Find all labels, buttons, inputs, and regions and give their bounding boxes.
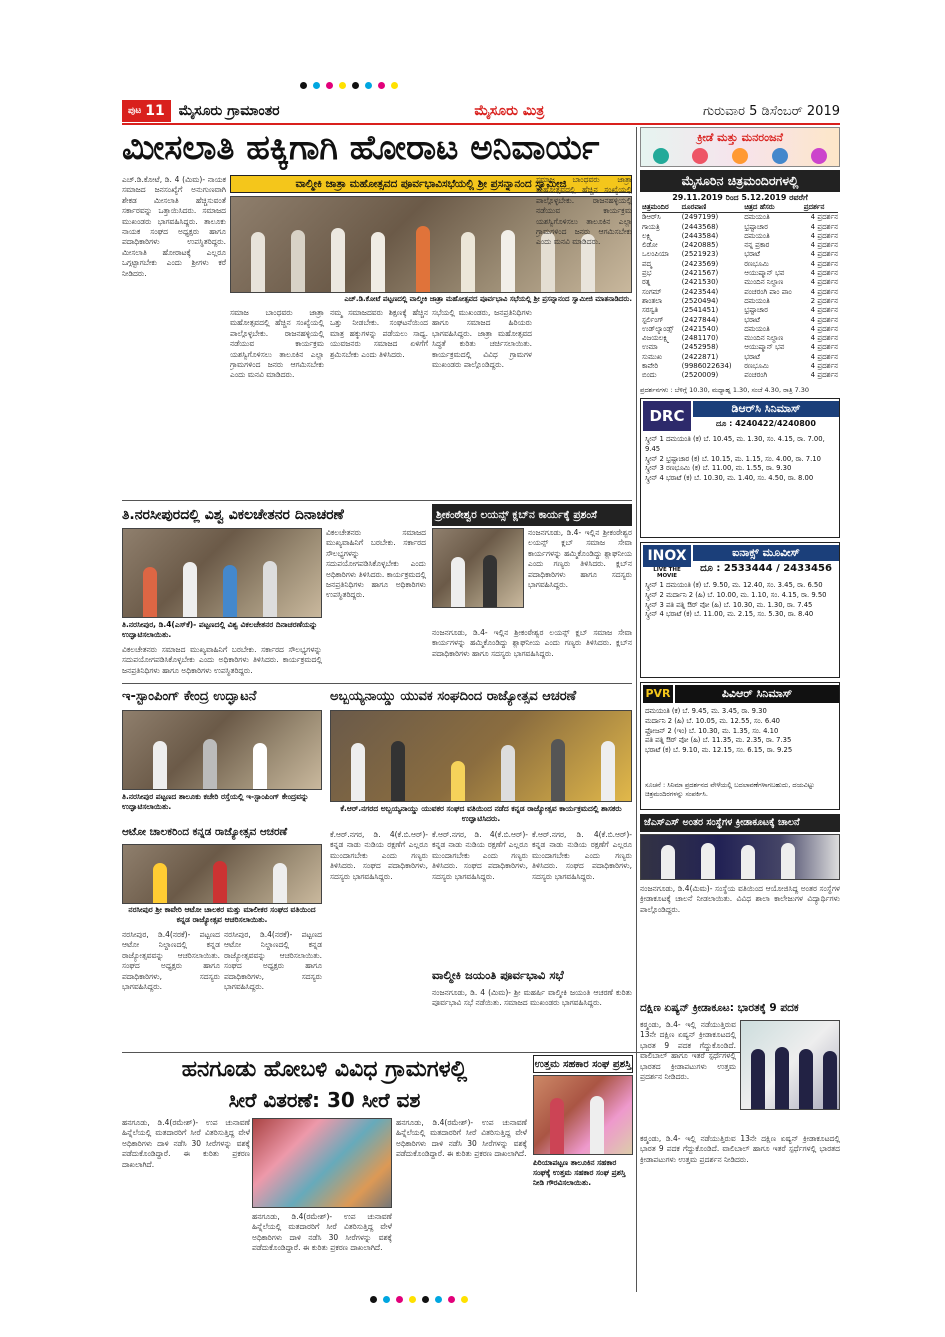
photo-figure xyxy=(501,745,515,801)
inox-movies-ad xyxy=(640,542,840,678)
dateline: ಗುರುವಾರ 5 ಡಿಸೆಂಬರ್ 2019 xyxy=(702,103,840,119)
sports-art xyxy=(641,148,839,164)
cinema-name: ಒಲಂಪಿಯಾ xyxy=(642,250,669,259)
reg-dot-cyan xyxy=(435,1296,442,1303)
masthead xyxy=(122,100,840,122)
story9-caption: ಪಿರಿಯಾಪಟ್ಟಣ ತಾಲೂಕಿನ ಸಹಕಾರ ಸಂಘಕ್ಕೆ ಉತ್ತಮ ಸಹಕಾರ ಸಂಘ ಪ್ರಶಸ್ತಿ ನೀಡಿ ಗೌರವಿಸಲಾಯಿತು. xyxy=(533,1158,626,1187)
sports-entertainment-box xyxy=(640,127,840,167)
cinema-phone: (9986022634) xyxy=(681,362,732,371)
photo-figure xyxy=(203,739,217,789)
sport-icon xyxy=(811,148,827,164)
cinema-film: ಭರಾಟೆ xyxy=(744,352,761,361)
sport-icon xyxy=(772,148,788,164)
photo-figure xyxy=(741,845,755,879)
story8-subhead: ಸೀರೆ ವಿತರಣೆ: 30 ಸೀರೆ ವಶ xyxy=(228,1088,421,1112)
cinema-film: ಮುಂದಿನ ನಿಲ್ದಾಣ xyxy=(744,334,784,343)
story5-body-cont: ನರಸೀಪುರ, ಡಿ.4(ನರಕೆ)- ಪಟ್ಟಣದ ಆಟೋ ನಿಲ್ದಾಣದಲ್ಲಿ ಕನ್ನಡ ರಾಜ್ಯೋತ್ಸವವನ್ನು ಆಚರಿಸಲಾಯಿತು. ಸಂಘದ ಅಧ್ಯಕ್ಷರು ಹಾಗೂ ಪದಾಧಿಕಾರಿಗಳು, ಸದಸ್ಯರು ಭಾಗವಹಿಸಿದ್ದರು. xyxy=(224,930,322,992)
cinema-row xyxy=(642,353,838,362)
cinema-shows: 4 ಪ್ರದರ್ಶನ xyxy=(810,306,838,315)
photo-figure xyxy=(183,562,197,617)
photo-figure xyxy=(701,843,715,879)
pvr-logo: PVR xyxy=(643,685,673,703)
cinema-name: ಸರಸ್ವತಿ xyxy=(642,306,659,315)
story9-photo xyxy=(533,1075,633,1155)
cinema-shows: 4 ಪ್ರದರ್ಶನ xyxy=(810,278,838,287)
cinema-film: ರಣಭೂಮಿ xyxy=(744,259,769,268)
cinema-name: ಉಮಾ xyxy=(642,343,658,352)
showtime-line: ಸ್ಕ್ರೀನ್ 3 ರಣಭೂಮಿ (ಕ) ಬೆ. 11.00, ಮ. 1.55, ರಾ. 9.30 xyxy=(645,464,792,473)
cinema-phone: (2541451) xyxy=(681,306,719,315)
showtime-line: ಸ್ಕ್ರೀನ್ 4 ಭರಾಟೆ (ಕ) ಬೆ. 10.30, ಮ. 1.40, ಸಂ. 4.50, ರಾ. 8.00 xyxy=(645,474,814,483)
lead-column-4: ಸಭೆಯಲ್ಲಿ ಮುಖಂಡರು, ಜನಪ್ರತಿನಿಧಿಗಳು ಹಾಗೂ ಸಮಾಜದ ಹಿರಿಯರು ಭಾಗವಹಿಸಿದ್ದರು. ಜಾತ್ರಾ ಮಹೋತ್ಸವದ ಸಿದ್ಧತೆ ಕುರಿತು ಚರ್ಚಿಸಲಾಯಿತು. ಕಾರ್ಯಕ್ರಮದಲ್ಲಿ ವಿವಿಧ ಗ್ರಾಮಗಳ ಮುಖಂಡರು ಪಾಲ್ಗೊಂಡಿದ್ದರು. xyxy=(432,308,532,370)
cinema-film: ನನ್ನ ಪ್ರಕಾರ xyxy=(744,241,770,250)
cinema-phone: (2520494) xyxy=(681,296,719,305)
column-header: ಚಿತ್ರದ ಹೆಸರು xyxy=(744,203,804,213)
cinema-name: ಗಾಯತ್ರಿ xyxy=(642,222,660,231)
photo-figure xyxy=(483,555,497,607)
cinema-shows: 2 ಪ್ರದರ್ಶನ xyxy=(810,296,838,305)
story8-headline: ಹನಗೂಡು ಹೋಬಳಿ ವಿವಿಧ ಗ್ರಾಮಗಳಲ್ಲಿ xyxy=(181,1057,468,1082)
lead-photo-caption: ಎಚ್.ಡಿ.ಕೋಟೆ ಪಟ್ಟಣದಲ್ಲಿ ವಾಲ್ಮೀಕಿ ಜಾತ್ರಾ ಮಹೋತ್ಸವದ ಪೂರ್ವಭಾವಿ ಸಭೆಯಲ್ಲಿ ಶ್ರೀ ಪ್ರಸನ್ನಾನಂದ ಸ್ವಾಮೀಜಿ ಮಾತನಾಡಿದರು. xyxy=(344,295,632,303)
cinema-table xyxy=(642,203,838,381)
drc-phone: ದೂ : 4240422/4240800 xyxy=(716,419,816,428)
reg-dot-cyan xyxy=(313,82,320,89)
story6-headline: ಅಬ್ಬಯ್ಯನಾಯ್ಡು ಯುವಕ ಸಂಘದಿಂದ ರಾಜ್ಯೋತ್ಸವ ಆಚರಣೆ xyxy=(330,689,577,704)
cinema-film: ಭರಾಟೆ xyxy=(744,315,761,324)
cinema-phone: (2521923) xyxy=(681,250,719,259)
registration-marks xyxy=(300,82,398,89)
photo-figure xyxy=(451,761,465,801)
cinema-phone: (2421567) xyxy=(681,269,719,278)
cinema-phone: (2421540) xyxy=(681,324,719,333)
showtime-line: ಸ್ಕ್ರೀನ್ 1 ದಮಯಂತಿ (ಕ) ಬೆ. 9.50, ಮ. 12.40, ಸಂ. 3.45, ರಾ. 6.50 xyxy=(645,581,823,589)
showtime-line: ಸ್ಕ್ರೀನ್ 1 ದಮಯಂತಿ (ಕ) ಬೆ. 10.45, ಮ. 1.30, ಸಂ. 4.15, ರಾ. 7.00, 9.45 xyxy=(645,435,825,453)
cinema-shows: 4 ಪ್ರದರ್ಶನ xyxy=(810,231,838,240)
photo-figure xyxy=(799,1049,813,1109)
cinema-name: ಪ್ರಭ xyxy=(642,269,652,278)
story6-photo xyxy=(330,710,632,802)
cinema-name: ಕಾವೇರಿ xyxy=(642,362,659,371)
story4-photo xyxy=(122,710,322,790)
reg-dot-magenta xyxy=(448,1296,455,1303)
column-header: ಪ್ರದರ್ಶನ xyxy=(804,203,838,213)
cinema-name: ಬಿಂದು xyxy=(642,371,657,380)
cinema-row xyxy=(642,223,838,232)
cinema-shows: 4 ಪ್ರದರ್ಶನ xyxy=(810,222,838,231)
cinema-phone: (2443584) xyxy=(681,231,719,240)
reg-dot-magenta xyxy=(378,82,385,89)
photo-figure xyxy=(661,845,675,879)
photo-figure xyxy=(590,1096,604,1154)
cinema-row xyxy=(642,213,838,223)
pvr-note: ಸೂಚನೆ : ಸಿನಿಮಾ ಪ್ರದರ್ಶನದ ವೇಳೆಯಲ್ಲಿ ಬದಲಾವಣೆಗಳಾಗಬಹುದು, ದಯವಿಟ್ಟು ಚಿತ್ರಮಂದಿರಗಳನ್ನು ಸಂಪರ್ಕಿಸಿ. xyxy=(645,781,815,798)
pvr-showtimes xyxy=(645,707,837,779)
cinema-shows: 4 ಪ್ರದರ್ಶನ xyxy=(810,269,838,278)
cinema-film: ಭರಾಟೆ xyxy=(744,250,761,259)
story2-body: ವಿಕಲಚೇತನರು ಸಮಾಜದ ಮುಖ್ಯವಾಹಿನಿಗೆ ಬರಬೇಕು. ಸರ್ಕಾರದ ಸೌಲಭ್ಯಗಳನ್ನು ಸದುಪಯೋಗಪಡಿಸಿಕೊಳ್ಳಬೇಕು ಎಂದು ಅಧಿಕಾರಿಗಳು ತಿಳಿಸಿದರು. ಕಾರ್ಯಕ್ರಮದಲ್ಲಿ ಜನಪ್ರತಿನಿಧಿಗಳು ಹಾಗೂ ಅಧಿಕಾರಿಗಳು ಉಪಸ್ಥಿತರಿದ್ದರು. xyxy=(326,528,426,600)
reg-dot-yellow xyxy=(391,82,398,89)
story3-headline: ಶ್ರೀಕಂಠೇಶ್ವರ ಲಯನ್ಸ್ ಕ್ಲಬ್‌ನ ಕಾರ್ಯಕ್ಕೆ ಪ್ರಶಂಸೆ xyxy=(432,504,632,526)
page-number: 11 xyxy=(145,103,165,119)
inox-logo: INOX xyxy=(643,545,691,567)
cinema-row xyxy=(642,241,838,250)
photo-figure xyxy=(153,863,167,903)
cinema-shows: 4 ಪ್ರದರ್ಶನ xyxy=(810,315,838,324)
cinema-name: ರತ್ನ xyxy=(642,278,651,287)
story7-body: ನಂಜನಗೂಡು, ಡಿ. 4 (ಮಿಮ)- ಶ್ರೀ ಮಹರ್ಷಿ ವಾಲ್ಮೀಕಿ ಜಯಂತಿ ಆಚರಣೆ ಕುರಿತು ಪೂರ್ವಭಾವಿ ಸಭೆ ನಡೆಯಿತು. ಸಮಾಜದ ಮುಖಂಡರು ಭಾಗವಹಿಸಿದ್ದರು. xyxy=(432,988,632,1008)
story9-headline: ಉತ್ತಮ ಸಹಕಾರ ಸಂಘ ಪ್ರಶಸ್ತಿ xyxy=(533,1055,633,1073)
drc-logo: DRC xyxy=(643,401,691,431)
photo-figure xyxy=(371,232,385,292)
showtime-line: ಸ್ಕ್ರೀನ್ 3 ಪತಿ ಪತ್ನಿ ಔರ್ ವೋ (ಹಿ) ಬೆ. 10.30, ಮ. 1.30, ರಾ. 7.45 xyxy=(645,600,813,609)
inox-phone: ದೂ : 2533444 / 2433456 xyxy=(700,563,832,574)
story11-photo xyxy=(740,1020,840,1110)
story7-headline: ವಾಲ್ಮೀಕಿ ಜಯಂತಿ ಪೂರ್ವಭಾವಿ ಸಭೆ xyxy=(432,968,564,982)
story3-body-cont: ನಂಜನಗೂಡು, ಡಿ.4- ಇಲ್ಲಿನ ಶ್ರೀಕಂಠೇಶ್ವರ ಲಯನ್ಸ್ ಕ್ಲಬ್ ಸಮಾಜ ಸೇವಾ ಕಾರ್ಯಗಳನ್ನು ಹಮ್ಮಿಕೊಂಡಿದ್ದು ಶ್ಲಾಘನೀಯ ಎಂದು ಗಣ್ಯರು ತಿಳಿಸಿದರು. ಕ್ಲಬ್‌ನ ಪದಾಧಿಕಾರಿಗಳು ಹಾಗೂ ಸದಸ್ಯರು ಭಾಗವಹಿಸಿದ್ದರು. xyxy=(432,628,632,658)
cinema-row xyxy=(642,250,838,259)
cinema-shows: 4 ಪ್ರದರ್ಶನ xyxy=(810,371,838,380)
story6-body: ಕೆ.ಆರ್.ನಗರ, ಡಿ. 4(ಕೆ.ಬಿ.ಆರ್)- ಕನ್ನಡ ನಾಡು ನುಡಿಯ ರಕ್ಷಣೆಗೆ ಎಲ್ಲರೂ ಮುಂದಾಗಬೇಕು ಎಂದು ಗಣ್ಯರು ತಿಳಿಸಿದರು. ಸಂಘದ ಪದಾಧಿಕಾರಿಗಳು, ಸದಸ್ಯರು ಭಾಗವಹಿಸಿದ್ದರು. xyxy=(330,830,428,881)
story11-headline: ದಕ್ಷಿಣ ಏಷ್ಯನ್ ಕ್ರೀಡಾಕೂಟ: ಭಾರತಕ್ಕೆ 9 ಪದಕ xyxy=(640,1002,799,1014)
lead-column-2: ಸಮಾಜ ಬಾಂಧವರು ಜಾತ್ರಾ ಮಹೋತ್ಸವದಲ್ಲಿ ಹೆಚ್ಚಿನ ಸಂಖ್ಯೆಯಲ್ಲಿ ಪಾಲ್ಗೊಳ್ಳಬೇಕು. ರಾಜನಹಳ್ಳಿಯಲ್ಲಿ ನಡೆಯುವ ಕಾರ್ಯಕ್ರಮ ಯಶಸ್ವಿಗೊಳಿಸಲು ತಾಲೂಕಿನ ಎಲ್ಲಾ ಗ್ರಾಮಗಳಿಂದ ಜನರು ಆಗಮಿಸಬೇಕು ಎಂದು ಮನವಿ ಮಾಡಿದರು. xyxy=(230,308,324,380)
story8-photo xyxy=(252,1118,392,1208)
page-number-badge xyxy=(122,100,171,122)
cinema-row xyxy=(642,306,838,315)
registration-marks xyxy=(370,1296,468,1303)
reg-dot-magenta xyxy=(396,1296,403,1303)
cinema-row xyxy=(642,371,838,380)
sport-icon xyxy=(653,148,669,164)
photo-figure xyxy=(153,741,167,789)
cinema-name: ಶಾಂತಲಾ xyxy=(642,296,663,305)
inox-name: ಐನಾಕ್ಸ್ ಮೂವೀಸ್ xyxy=(693,545,839,561)
cinema-row xyxy=(642,260,838,269)
cinema-row xyxy=(642,288,838,297)
showtime-line: ಸ್ಕ್ರೀನ್ 2 ಮರ್ದಾನಿ 2 (ಹಿ) ಬೆ. 10.00, ಮ. 1.10, ಸಂ. 4.15, ರಾ. 9.50 xyxy=(645,590,827,599)
lead-column-1: ಎಚ್.ಡಿ.ಕೋಟೆ, ಡಿ. 4 (ಮಿಮ)- ನಾಯಕ ಸಮಾಜದ ಜನಸಂಖ್ಯೆಗೆ ಅನುಗುಣವಾಗಿ ಶೇಕಡ ಮೀಸಲಾತಿ ಹೆಚ್ಚಿಸುವಂತೆ ಸರ್ಕಾರವನ್ನು ಒತ್ತಾಯಿಸಿದರು. ಸಮಾಜದ ಮುಖಂಡರು ಭಾಗವಹಿಸಿದ್ದರು. ತಾಲೂಕು ನಾಯಕ ಸಂಘದ ಅಧ್ಯಕ್ಷರು ಹಾಗೂ ಪದಾಧಿಕಾರಿಗಳು ಉಪಸ್ಥಿತರಿದ್ದರು. ಮೀಸಲಾತಿ ಹೋರಾಟಕ್ಕೆ ಎಲ್ಲರೂ ಒಗ್ಗಟ್ಟಾಗಬೇಕು ಎಂದು ಶ್ರೀಗಳು ಕರೆ ನೀಡಿದರು. xyxy=(122,175,226,278)
cinema-name: ಸ್ಟರ್ಲಿಂಗ್ xyxy=(642,315,664,324)
cinema-shows: 4 ಪ್ರದರ್ಶನ xyxy=(810,213,838,222)
showtime-line: ಮರ್ದಾನಿ 2 (ಹಿ) ಬೆ. 10.05, ಮ. 12.55, ಸಂ. 6.40 xyxy=(645,716,780,725)
cinema-name: ಉಡ್‌ಲ್ಯಾಂಡ್ಸ್ xyxy=(642,324,674,333)
story3-photo xyxy=(432,528,524,608)
reg-dot-cyan xyxy=(383,1296,390,1303)
story2-photo xyxy=(122,528,322,618)
reg-dot-black xyxy=(422,1296,429,1303)
cinema-row xyxy=(642,325,838,334)
cinema-film: ರಣಭೂಮಿ xyxy=(744,362,769,371)
cinema-phone: (2520009) xyxy=(681,371,719,380)
photo-figure xyxy=(331,228,345,292)
reg-dot-black xyxy=(300,82,307,89)
photo-figure xyxy=(351,743,365,801)
cinema-note: ಪ್ರದರ್ಶನಗಳು : ಬೆಳಿಗ್ಗೆ 10.30, ಮಧ್ಯಾಹ್ನ 1.30, ಸಂಜೆ 4.30, ರಾತ್ರಿ 7.30 xyxy=(640,386,810,394)
cinema-shows: 4 ಪ್ರದರ್ಶನ xyxy=(810,324,838,333)
photo-figure xyxy=(601,741,615,801)
cinema-phone: (2481170) xyxy=(681,334,719,343)
cinema-phone: (2452958) xyxy=(681,343,719,352)
photo-figure xyxy=(775,1047,789,1109)
reg-dot-magenta xyxy=(326,82,333,89)
story10-photo xyxy=(640,834,840,880)
cinema-name: ಲಕ್ಷ್ಮಿ xyxy=(642,231,653,240)
cinema-film: ಭ್ರಷ್ಟಾಚಾರ xyxy=(744,306,768,315)
cinema-phone: (2420885) xyxy=(681,241,719,250)
reg-dot-yellow xyxy=(339,82,346,89)
photo-figure xyxy=(223,565,237,617)
cinema-shows: 4 ಪ್ರದರ್ಶನ xyxy=(810,352,838,361)
cinema-shows: 4 ಪ್ರದರ್ಶನ xyxy=(810,259,838,268)
cinema-phone: (2427844) xyxy=(681,315,719,324)
lead-column-3: ನಮ್ಮ ಸಮಾಜದವರು ಶಿಕ್ಷಣಕ್ಕೆ ಹೆಚ್ಚಿನ ಒತ್ತು ನೀಡಬೇಕು. ಸಂಘಟನೆಯಿಂದ ಮಾತ್ರ ಹಕ್ಕುಗಳನ್ನು ಪಡೆಯಲು ಸಾಧ್ಯ. ಯುವಜನರು ಸಮಾಜದ ಏಳಿಗೆಗೆ ಶ್ರಮಿಸಬೇಕು ಎಂದು ತಿಳಿಸಿದರು. xyxy=(330,308,428,359)
showtime-line: ದಮಯಂತಿ (ಕ) ಬೆ. 9.45, ಮ. 3.45, ರಾ. 9.30 xyxy=(645,707,767,715)
showtime-line: ಸ್ಕ್ರೀನ್ 4 ಭರಾಟೆ (ಕ) ಬೆ. 11.00, ಮ. 2.15, ಸಂ. 5.30, ರಾ. 8.40 xyxy=(645,610,814,619)
sport-icon xyxy=(692,148,708,164)
cinema-film: ದಮಯಂತಿ xyxy=(744,324,770,333)
story6-body-cont: ಕೆ.ಆರ್.ನಗರ, ಡಿ. 4(ಕೆ.ಬಿ.ಆರ್)- ಕನ್ನಡ ನಾಡು ನುಡಿಯ ರಕ್ಷಣೆಗೆ ಎಲ್ಲರೂ ಮುಂದಾಗಬೇಕು ಎಂದು ಗಣ್ಯರು ತಿಳಿಸಿದರು. ಸಂಘದ ಪದಾಧಿಕಾರಿಗಳು, ಸದಸ್ಯರು ಭಾಗವಹಿಸಿದ್ದರು. xyxy=(432,830,528,881)
column-header: ದೂರವಾಣಿ xyxy=(682,203,745,213)
cinema-row xyxy=(642,316,838,325)
photo-figure xyxy=(253,743,267,789)
paper-name: ಮೈಸೂರು ಮಿತ್ರ xyxy=(474,103,545,119)
cinema-row xyxy=(642,269,838,278)
cinema-phone: (2497199) xyxy=(681,213,719,222)
showtime-line: ಪತಿ ಪತ್ನಿ ಔರ್ ವೋ (ಹಿ) ಬೆ. 11.35, ಮ. 2.35, ರಾ. 7.35 xyxy=(645,736,792,745)
cinema-row xyxy=(642,362,838,371)
story2-caption: ತಿ.ನರಸೀಪುರ, ಡಿ.4(ಎಸ್‌ಕೆ)- ಪಟ್ಟಣದಲ್ಲಿ ವಿಶ್ವ ವಿಕಲಚೇತನರ ದಿನಾಚರಣೆಯನ್ನು ಉದ್ಘಾಟಿಸಲಾಯಿತು. xyxy=(122,620,318,639)
cinema-row xyxy=(642,334,838,343)
story5-headline: ಆಟೋ ಚಾಲಕರಿಂದ ಕನ್ನಡ ರಾಜ್ಯೋತ್ಸವ ಆಚರಣೆ xyxy=(122,826,288,838)
cinema-row xyxy=(642,278,838,287)
column-divider xyxy=(636,127,637,1292)
cinema-name: ಪದ್ಮ xyxy=(642,259,652,268)
cinema-phone: (2423544) xyxy=(681,287,719,296)
photo-figure xyxy=(273,863,287,903)
showtime-line: ಸ್ಕ್ರೀನ್ 2 ಭ್ರಷ್ಟಾಚಾರ (ಕ) ಬೆ. 10.15, ಮ. 1.15, ಸಂ. 4.00, ರಾ. 7.10 xyxy=(645,454,821,463)
cinema-film: ಆಯುಷ್ಮಾನ್ ಭವ xyxy=(744,343,785,352)
drc-name: ಡಿಆರ್‌ಸಿ ಸಿನಿಮಾಸ್ xyxy=(693,401,839,417)
sports-title: ಕ್ರೀಡೆ ಮತ್ತು ಮನರಂಜನೆ xyxy=(697,131,783,144)
photo-figure xyxy=(551,739,565,801)
cinema-row xyxy=(642,297,838,306)
story11-body: ಕಠ್ಮಂಡು, ಡಿ.4- ಇಲ್ಲಿ ನಡೆಯುತ್ತಿರುವ 13ನೇ ದಕ್ಷಿಣ ಏಷ್ಯನ್ ಕ್ರೀಡಾಕೂಟದಲ್ಲಿ ಭಾರತ 9 ಪದಕ ಗೆದ್ದುಕೊಂಡಿದೆ. ವಾಲಿಬಾಲ್ ಹಾಗೂ ಇತರೆ ಸ್ಪರ್ಧೆಗಳಲ್ಲಿ ಭಾರತದ ಕ್ರೀಡಾಪಟುಗಳು ಉತ್ತಮ ಪ್ರದರ್ಶನ ನೀಡಿದರು. xyxy=(640,1020,736,1082)
reg-dot-cyan xyxy=(365,82,372,89)
cinema-shows: 4 ಪ್ರದರ್ಶನ xyxy=(810,362,838,371)
story2-headline: ತಿ.ನರಸೀಪುರದಲ್ಲಿ ವಿಶ್ವ ವಿಕಲಚೇತನರ ದಿನಾಚರಣೆ xyxy=(122,507,344,523)
pvr-cinemas-ad xyxy=(640,682,840,810)
photo-figure xyxy=(251,232,265,292)
cinema-name: ಸಂಗಮ್ xyxy=(642,287,662,296)
cinema-name: ಡಿಆರ್‌ಸಿ xyxy=(642,213,661,222)
story4-headline: ಇ-ಸ್ಟಾಂಪಿಂಗ್ ಕೇಂದ್ರ ಉದ್ಘಾಟನೆ xyxy=(122,689,257,704)
photo-figure xyxy=(263,561,277,617)
cinema-film: ದಮಯಂತಿ xyxy=(744,213,770,222)
cinema-film: ಭ್ರಷ್ಟಾಚಾರ xyxy=(744,222,768,231)
cinema-name: ವಿಜಯಲಕ್ಷ್ಮಿ xyxy=(642,334,670,343)
cinema-film: ಮುಂದಿನ ನಿಲ್ದಾಣ xyxy=(744,278,784,287)
story8-body-cont2: ಹನಗೂಡು, ಡಿ.4(ರಮೇಶ್)- ಉಪ ಚುನಾವಣೆ ಹಿನ್ನೆಲೆಯಲ್ಲಿ ಮತದಾರರಿಗೆ ಸೀರೆ ವಿತರಿಸುತ್ತಿದ್ದ ವೇಳೆ ಅಧಿಕಾರಿಗಳು ದಾಳಿ ನಡೆಸಿ 30 ಸೀರೆಗಳನ್ನು ವಶಕ್ಕೆ ಪಡೆದುಕೊಂಡಿದ್ದಾರೆ. ಈ ಕುರಿತು ಪ್ರಕರಣ ದಾಖಲಾಗಿದೆ. xyxy=(396,1118,527,1159)
story4-caption: ತಿ.ನರಸೀಪುರ ಪಟ್ಟಣದ ತಾಲೂಕು ಕಚೇರಿ ರಸ್ತೆಯಲ್ಲಿ ಇ-ಸ್ಟಾಂಪಿಂಗ್ ಕೇಂದ್ರವನ್ನು ಉದ್ಘಾಟಿಸಲಾಯಿತು. xyxy=(122,792,309,811)
story3-body: ನಂಜನಗೂಡು, ಡಿ.4- ಇಲ್ಲಿನ ಶ್ರೀಕಂಠೇಶ್ವರ ಲಯನ್ಸ್ ಕ್ಲಬ್ ಸಮಾಜ ಸೇವಾ ಕಾರ್ಯಗಳನ್ನು ಹಮ್ಮಿಕೊಂಡಿದ್ದು ಶ್ಲಾಘನೀಯ ಎಂದು ಗಣ್ಯರು ತಿಳಿಸಿದರು. ಕ್ಲಬ್‌ನ ಪದಾಧಿಕಾರಿಗಳು ಹಾಗೂ ಸದಸ್ಯರು ಭಾಗವಹಿಸಿದ್ದರು. xyxy=(528,528,632,590)
cinema-film: ದಮಯಂತಿ xyxy=(744,296,770,305)
photo-figure xyxy=(391,741,405,801)
story5-photo xyxy=(122,844,322,904)
photo-figure xyxy=(550,1098,564,1154)
section-name: ಮೈಸೂರು ಗ್ರಾಮಾಂತರ xyxy=(178,103,280,119)
reg-dot-yellow xyxy=(461,1296,468,1303)
cinema-film: ಪಂಚರಂಗಿ ಪಾಂ ಪಾಂ xyxy=(744,287,792,296)
cinema-film: ಆಯುಷ್ಮಾನ್ ಭವ xyxy=(744,269,785,278)
story8-body: ಹನಗೂಡು, ಡಿ.4(ರಮೇಶ್)- ಉಪ ಚುನಾವಣೆ ಹಿನ್ನೆಲೆಯಲ್ಲಿ ಮತದಾರರಿಗೆ ಸೀರೆ ವಿತರಿಸುತ್ತಿದ್ದ ವೇಳೆ ಅಧಿಕಾರಿಗಳು ದಾಳಿ ನಡೆಸಿ 30 ಸೀರೆಗಳನ್ನು ವಶಕ್ಕೆ ಪಡೆದುಕೊಂಡಿದ್ದಾರೆ. ಈ ಕುರಿತು ಪ್ರಕರಣ ದಾಖಲಾಗಿದೆ. xyxy=(122,1118,250,1169)
story8-body-cont: ಹನಗೂಡು, ಡಿ.4(ರಮೇಶ್)- ಉಪ ಚುನಾವಣೆ ಹಿನ್ನೆಲೆಯಲ್ಲಿ ಮತದಾರರಿಗೆ ಸೀರೆ ವಿತರಿಸುತ್ತಿದ್ದ ವೇಳೆ ಅಧಿಕಾರಿಗಳು ದಾಳಿ ನಡೆಸಿ 30 ಸೀರೆಗಳನ್ನು ವಶಕ್ಕೆ ಪಡೆದುಕೊಂಡಿದ್ದಾರೆ. ಈ ಕುರಿತು ಪ್ರಕರಣ ದಾಖಲಾಗಿದೆ. xyxy=(252,1212,392,1253)
photo-figure xyxy=(781,843,795,879)
cinema-phone: (2421530) xyxy=(681,278,719,287)
showtime-line: ಫ್ರೋಜನ್ 2 (ಇಂ) ಬೆ. 10.30, ಮ. 1.35, ಸಂ. 4.10 xyxy=(645,726,779,735)
photo-figure xyxy=(291,230,305,292)
story6-caption: ಕೆ.ಆರ್.ನಗರದ ಅಬ್ಬಯ್ಯನಾಯ್ಡು ಯುವಕರ ಸಂಘದ ವತಿಯಿಂದ ನಡೆದ ಕನ್ನಡ ರಾಜ್ಯೋತ್ಸವ ಕಾರ್ಯಕ್ರಮದಲ್ಲಿ ಶಾಸಕರು ಉದ್ಘಾಟಿಸಿದರು. xyxy=(340,804,622,823)
cinema-film: ಪಂಚರಂಗಿ xyxy=(744,371,768,380)
masthead-rule xyxy=(122,123,840,125)
reg-dot-black xyxy=(370,1296,377,1303)
story6-body-cont2: ಕೆ.ಆರ್.ನಗರ, ಡಿ. 4(ಕೆ.ಬಿ.ಆರ್)- ಕನ್ನಡ ನಾಡು ನುಡಿಯ ರಕ್ಷಣೆಗೆ ಎಲ್ಲರೂ ಮುಂದಾಗಬೇಕು ಎಂದು ಗಣ್ಯರು ತಿಳಿಸಿದರು. ಸಂಘದ ಪದಾಧಿಕಾರಿಗಳು, ಸದಸ್ಯರು ಭಾಗವಹಿಸಿದ್ದರು. xyxy=(532,830,632,881)
photo-figure xyxy=(143,567,157,617)
photo-figure xyxy=(501,230,515,292)
story10-headline: ಜೆಎಸ್‌ಎಸ್ ಅಂತರ ಸಂಸ್ಥೆಗಳ ಕ್ರೀಡಾಕೂಟಕ್ಕೆ ಚಾಲನೆ xyxy=(640,814,840,832)
cinema-phone: (2423569) xyxy=(681,259,719,268)
reg-dot-black xyxy=(352,82,359,89)
cinema-date-range: 29.11.2019 ರಿಂದ 5.12.2019 ರವರೆಗೆ xyxy=(672,193,808,202)
cinema-row xyxy=(642,232,838,241)
page-label: ಪುಟ xyxy=(128,106,142,116)
cinema-shows: 4 ಪ್ರದರ್ಶನ xyxy=(810,287,838,296)
cinema-phone: (2443568) xyxy=(681,222,719,231)
story5-caption: ನರಸೀಪುರ ಶ್ರೀ ಕಾವೇರಿ ಆಟೋ ಚಾಲಕರ ಮತ್ತು ಮಾಲೀಕರ ಸಂಘದ ವತಿಯಿಂದ ಕನ್ನಡ ರಾಜ್ಯೋತ್ಸವ ಆಚರಿಸಲಾಯಿತು. xyxy=(128,905,316,924)
sport-icon xyxy=(732,148,748,164)
reg-dot-yellow xyxy=(409,1296,416,1303)
story11-body-cont: ಕಠ್ಮಂಡು, ಡಿ.4- ಇಲ್ಲಿ ನಡೆಯುತ್ತಿರುವ 13ನೇ ದಕ್ಷಿಣ ಏಷ್ಯನ್ ಕ್ರೀಡಾಕೂಟದಲ್ಲಿ ಭಾರತ 9 ಪದಕ ಗೆದ್ದುಕೊಂಡಿದೆ. ವಾಲಿಬಾಲ್ ಹಾಗೂ ಇತರೆ ಸ್ಪರ್ಧೆಗಳಲ್ಲಿ ಭಾರತದ ಕ್ರೀಡಾಪಟುಗಳು ಉತ್ತಮ ಪ್ರದರ್ಶನ ನೀಡಿದರು. xyxy=(640,1134,840,1164)
photo-figure xyxy=(451,557,465,607)
cinema-shows: 4 ಪ್ರದರ್ಶನ xyxy=(810,250,838,259)
photo-figure xyxy=(823,1051,837,1109)
cinema-listing-title: ಮೈಸೂರಿನ ಚಿತ್ರಮಂದಿರಗಳಲ್ಲಿ xyxy=(640,170,840,192)
lead-banner: ವಾಲ್ಮೀಕಿ ಜಾತ್ರಾ ಮಹೋತ್ಸವದ ಪೂರ್ವಭಾವಿಸಭೆಯಲ್ಲಿ ಶ್ರೀ ಪ್ರಸನ್ನಾನಂದ ಸ್ವಾಮೀಜಿ xyxy=(230,175,632,193)
story5-body: ನರಸೀಪುರ, ಡಿ.4(ನರಕೆ)- ಪಟ್ಟಣದ ಆಟೋ ನಿಲ್ದಾಣದಲ್ಲಿ ಕನ್ನಡ ರಾಜ್ಯೋತ್ಸವವನ್ನು ಆಚರಿಸಲಾಯಿತು. ಸಂಘದ ಅಧ್ಯಕ್ಷರು ಹಾಗೂ ಪದಾಧಿಕಾರಿಗಳು, ಸದಸ್ಯರು ಭಾಗವಹಿಸಿದ್ದರು. xyxy=(122,930,220,992)
cinema-name: ಸುಮುಖ xyxy=(642,352,662,361)
story10-body: ನಂಜನಗೂಡು, ಡಿ.4(ಮಿಮ)- ಸಂಸ್ಥೆಯ ವತಿಯಿಂದ ಆಯೋಜಿಸಿದ್ದ ಅಂತರ ಸಂಸ್ಥೆಗಳ ಕ್ರೀಡಾಕೂಟಕ್ಕೆ ಚಾಲನೆ ನೀಡಲಾಯಿತು. ವಿವಿಧ ಶಾಲಾ ಕಾಲೇಜುಗಳ ವಿದ್ಯಾರ್ಥಿಗಳು ಪಾಲ್ಗೊಂಡಿದ್ದರು. xyxy=(640,884,840,914)
divider xyxy=(122,683,632,684)
cinema-shows: 4 ಪ್ರದರ್ಶನ xyxy=(810,334,838,343)
story2-body-cont: ವಿಕಲಚೇತನರು ಸಮಾಜದ ಮುಖ್ಯವಾಹಿನಿಗೆ ಬರಬೇಕು. ಸರ್ಕಾರದ ಸೌಲಭ್ಯಗಳನ್ನು ಸದುಪಯೋಗಪಡಿಸಿಕೊಳ್ಳಬೇಕು ಎಂದು ಅಧಿಕಾರಿಗಳು ತಿಳಿಸಿದರು. ಕಾರ್ಯಕ್ರಮದಲ್ಲಿ ಜನಪ್ರತಿನಿಧಿಗಳು ಹಾಗೂ ಅಧಿಕಾರಿಗಳು ಉಪಸ್ಥಿತರಿದ್ದರು. xyxy=(122,645,322,675)
drc-showtimes xyxy=(645,435,837,535)
pvr-name: ಪಿವಿಆರ್ ಸಿನಿಮಾಸ್ xyxy=(675,685,839,703)
photo-figure xyxy=(416,226,430,292)
inox-showtimes xyxy=(645,581,837,675)
cinema-shows: 4 ಪ್ರದರ್ಶನ xyxy=(810,241,838,250)
lead-headline: ಮೀಸಲಾತಿ ಹಕ್ಕಿಗಾಗಿ ಹೋರಾಟ ಅನಿವಾರ್ಯ xyxy=(122,128,600,168)
photo-figure xyxy=(751,1049,765,1109)
inox-tagline: LIVE THE MOVIE xyxy=(653,567,681,579)
column-header: ಚಿತ್ರಮಂದಿರ xyxy=(642,203,682,213)
cinema-shows: 4 ಪ್ರದರ್ಶನ xyxy=(810,343,838,352)
photo-figure xyxy=(213,861,227,903)
photo-figure xyxy=(461,232,475,292)
showtime-line: ಭರಾಟೆ (ಕ) ಬೆ. 9.10, ಮ. 12.15, ಸಂ. 6.15, ರಾ. 9.25 xyxy=(645,746,793,755)
cinema-phone: (2422871) xyxy=(681,352,719,361)
drc-cinemas-ad xyxy=(640,398,840,538)
cinema-name: ಲಿಡೋ xyxy=(642,241,658,250)
cinema-film: ದಮಯಂತಿ xyxy=(744,231,770,240)
cinema-table-header xyxy=(642,203,838,213)
cinema-row xyxy=(642,343,838,352)
lead-column-5: ಸಮಾಜ ಬಾಂಧವರು ಜಾತ್ರಾ ಮಹೋತ್ಸವದಲ್ಲಿ ಹೆಚ್ಚಿನ ಸಂಖ್ಯೆಯಲ್ಲಿ ಪಾಲ್ಗೊಳ್ಳಬೇಕು. ರಾಜನಹಳ್ಳಿಯಲ್ಲಿ ನಡೆಯುವ ಕಾರ್ಯಕ್ರಮ ಯಶಸ್ವಿಗೊಳಿಸಲು ತಾಲೂಕಿನ ಎಲ್ಲಾ ಗ್ರಾಮಗಳಿಂದ ಜನರು ಆಗಮಿಸಬೇಕು ಎಂದು ಮನವಿ ಮಾಡಿದರು. xyxy=(536,175,632,247)
divider xyxy=(122,500,632,501)
